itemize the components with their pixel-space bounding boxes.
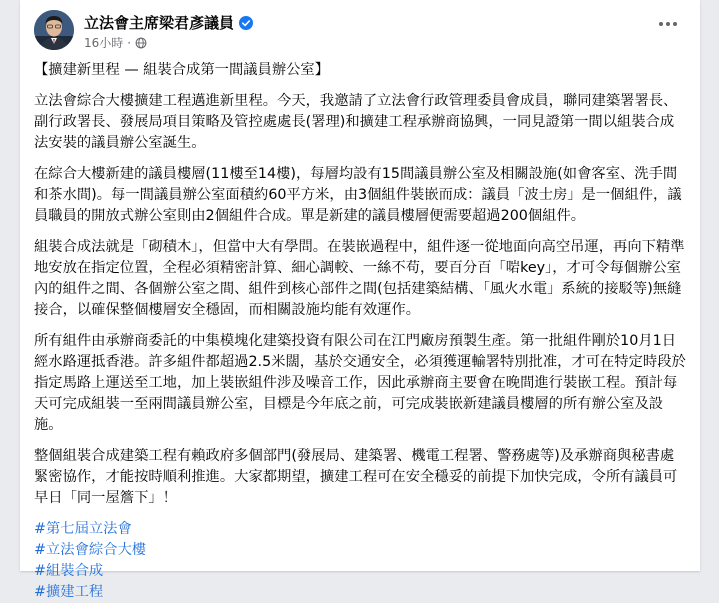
hashtag-list bbox=[34, 519, 688, 603]
avatar-image bbox=[34, 10, 74, 50]
globe-icon[interactable] bbox=[135, 37, 147, 49]
hashtag-link[interactable]: #組裝合成 bbox=[34, 563, 104, 579]
post-header bbox=[34, 10, 686, 54]
post-body bbox=[34, 60, 688, 603]
post-paragraph: 所有組件由承辦商委託的中集模塊化建築投資有限公司在江門廠房預製生產。第一批組件剛於10月1日經水路運抵香港。許多組件都超過2.5米闊，基於交通安全，必須獲運輸署特別批准，才可在特定時段於指定馬路上運送至工地，加上裝嵌組件涉及噪音工作，因此承辦商主要會在晚間進行裝嵌工程。預計每天可完成組裝一至兩間議員辦公室，目標是今年底之前，可完成裝嵌新建議員樓層的所有辦公室及設施。 bbox=[34, 333, 686, 433]
verified-badge-icon bbox=[239, 16, 253, 30]
post-card bbox=[20, 0, 700, 600]
avatar[interactable] bbox=[34, 10, 74, 50]
hashtag-link[interactable]: #立法會綜合大樓 bbox=[34, 542, 147, 558]
post-title: 【擴建新里程 — 組裝合成第一間議員辦公室】 bbox=[34, 62, 330, 78]
post-paragraph: 整個組裝合成建築工程有賴政府多個部門(發展局、建築署、機電工程署、警務處等)及承辦商與秘書處緊密協作，才能按時順利推進。大家都期望，擴建工程可在安全穩妥的前提下加快完成，令所有議員可早日「同一屋簷下」！ bbox=[34, 448, 678, 506]
hashtag-link[interactable]: #第七屆立法會 bbox=[34, 521, 132, 537]
post-paragraph: 組裝合成法就是「砌積木」，但當中大有學問。在裝嵌過程中，組件逐一從地面向高空吊運，再向下精準地安放在指定位置，全程必須精密計算、細心調較、一絲不苟，要百分百「啱key」，才可令每個辦公室內的組件之間、各個辦公室之間、組件到核心部件之間(包括建築結構、「風火水電」系統的接駁等)無縫接合，以確保整個樓層安全穩固，而相關設施均能有效運作。 bbox=[34, 239, 685, 318]
author-name-link[interactable] bbox=[84, 12, 253, 33]
post-meta bbox=[84, 34, 147, 51]
hashtag-link[interactable]: #擴建工程 bbox=[34, 584, 104, 600]
more-options-icon[interactable] bbox=[654, 14, 682, 34]
post-paragraph: 立法會綜合大樓擴建工程邁進新里程。今天，我邀請了立法會行政管理委員會成員，聯同建築署署長、副行政署長、發展局項目策略及管控處處長(署理)和擴建工程承辦商協興，一同見證第一間以組裝合成法安裝的議員辦公室誕生。 bbox=[34, 93, 678, 151]
meta-separator: · bbox=[127, 35, 132, 50]
post-timestamp[interactable]: 16小時 bbox=[84, 36, 124, 50]
author-name: 立法會主席梁君彥議員 bbox=[84, 14, 235, 32]
post-paragraph: 在綜合大樓新建的議員樓層(11樓至14樓)，每層均設有15間議員辦公室及相關設施(如會客室、洗手間和茶水間)。每一間議員辦公室面積約60平方米，由3個組件裝嵌而成：議員「波士房」是一個組件，議員職員的開放式辦公室則由2個組件合成。單是新建的議員樓層便需要超過200個組件。 bbox=[34, 166, 682, 224]
